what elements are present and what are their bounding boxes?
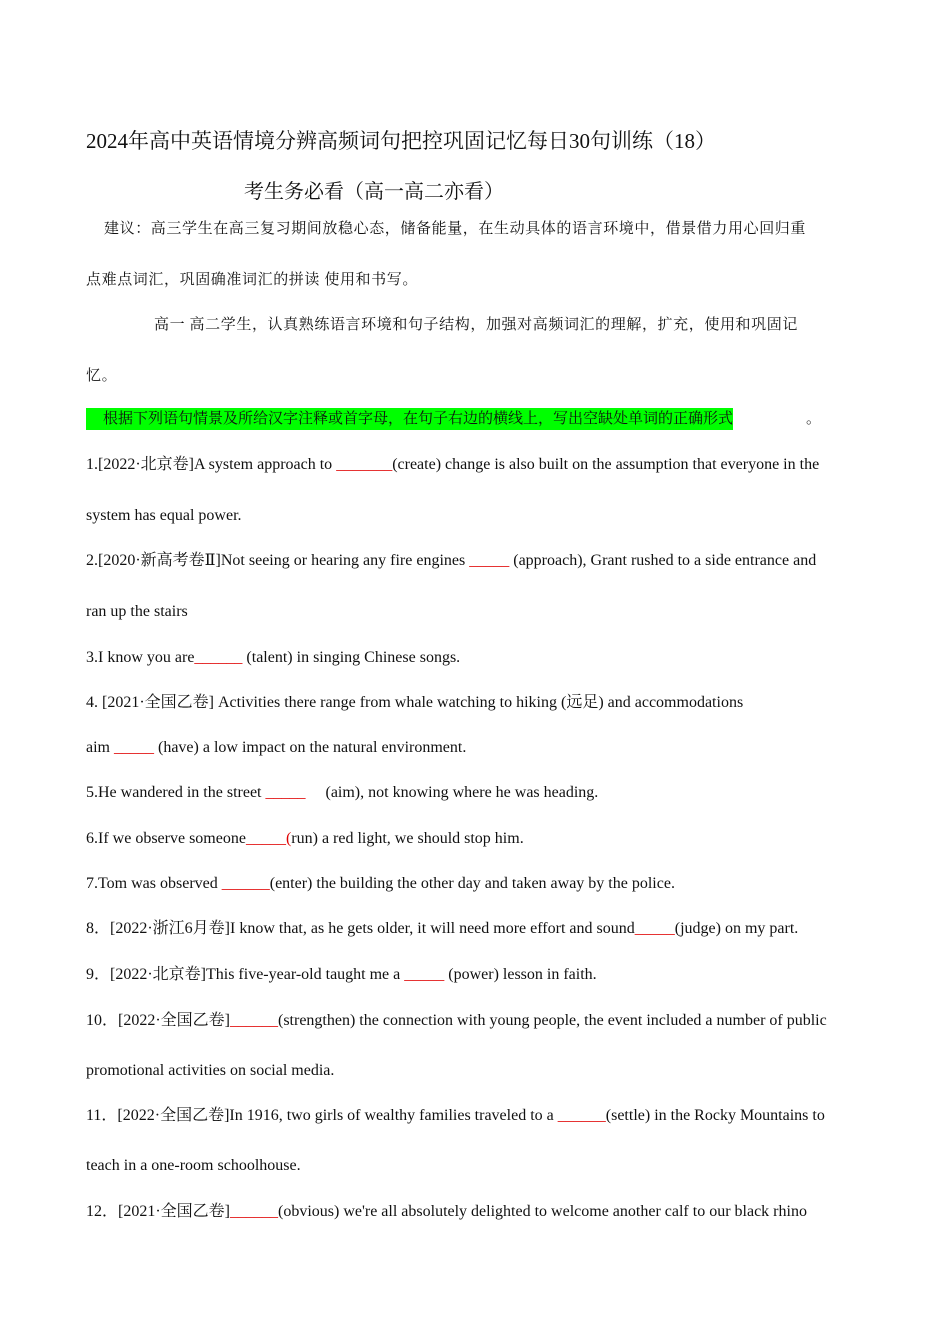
answer-blank: _____: [265, 784, 306, 801]
advice-line-4: 忆。: [86, 368, 118, 384]
answer-blank: ______: [557, 1107, 606, 1124]
instruction-highlight: [86, 408, 733, 430]
item-5: 5.He wandered in the street _____ (aim), not knowing where he was heading.: [86, 784, 599, 801]
answer-blank: ______: [194, 649, 243, 666]
item-4-cont: aim _____ (have) a low impact on the natural environment.: [86, 739, 467, 756]
answer-blank: _____: [469, 552, 510, 569]
answer-blank: _____(: [245, 830, 292, 847]
item-11-cont: teach in a one-room schoolhouse.: [86, 1157, 301, 1174]
advice-line-1: 建议：高三学生在高三复习期间放稳心态，储备能量，在生动具体的语言环境中，借景借力用心回归重: [104, 221, 807, 237]
page-subtitle: 考生务必看（高一高二亦看）: [244, 181, 504, 203]
item-1-cont: system has equal power.: [86, 507, 242, 524]
item-2-cont: ran up the stairs: [86, 603, 188, 620]
answer-blank: _____: [114, 739, 154, 756]
answer-blank: _______: [336, 456, 393, 473]
item-2: 2.[2020·新高考卷Ⅱ]Not seeing or hearing any fire engines _____ (approach), Grant rushed to a side entrance and: [86, 552, 817, 569]
answer-blank: _____: [404, 966, 445, 983]
item-7: 7.Tom was observed ______(enter) the building the other day and taken away by the police.: [86, 875, 675, 892]
page-title: 2024年高中英语情境分辨高频词句把控巩固记忆每日30句训练（18）: [86, 129, 716, 153]
item-10-cont: promotional activities on social media.: [86, 1062, 335, 1079]
item-1: 1.[2022·北京卷]A system approach to _______(create) change is also built on the assumption that everyone in the: [86, 456, 820, 473]
item-10: 10．[2022·全国乙卷]______(strengthen) the connection with young people, the event included a number of public: [86, 1012, 827, 1029]
item-11: 11．[2022·全国乙卷]In 1916, two girls of wealthy families traveled to a ______(settle) in the Rocky Mountains to: [86, 1107, 825, 1124]
answer-blank: ______: [230, 1012, 278, 1029]
item-12: 12．[2021·全国乙卷]______(obvious) we're all absolutely delighted to welcome another calf to our black rhino: [86, 1203, 807, 1220]
instruction-text: 根据下列语句情景及所给汉字注释或首字母，在句子右边的横线上，写出空缺处单词的正确形式: [88, 411, 734, 427]
item-9: 9．[2022·北京卷]This five-year-old taught me a _____ (power) lesson in faith.: [86, 966, 597, 983]
answer-blank: _____: [634, 920, 675, 937]
item-6: 6.If we observe someone_____(run) a red light, we should stop him.: [86, 830, 524, 847]
instruction-end: 。: [806, 411, 822, 427]
item-4: 4. [2021·全国乙卷] Activities there range from whale watching to hiking (远足) and accommodations: [86, 694, 744, 711]
advice-line-3: 高一 高二学生，认真熟练语言环境和句子结构，加强对高频词汇的理解，扩充，使用和巩固记: [154, 317, 798, 333]
item-3: 3.I know you are______ (talent) in singing Chinese songs.: [86, 649, 461, 666]
advice-line-2: 点难点词汇，巩固确准词汇的拼读 使用和书写。: [86, 272, 418, 288]
item-8: 8．[2022·浙江6月卷]I know that, as he gets older, it will need more effort and sound_____(judge) on my part.: [86, 920, 799, 937]
answer-blank: ______: [230, 1203, 278, 1220]
answer-blank: ______: [221, 875, 270, 892]
